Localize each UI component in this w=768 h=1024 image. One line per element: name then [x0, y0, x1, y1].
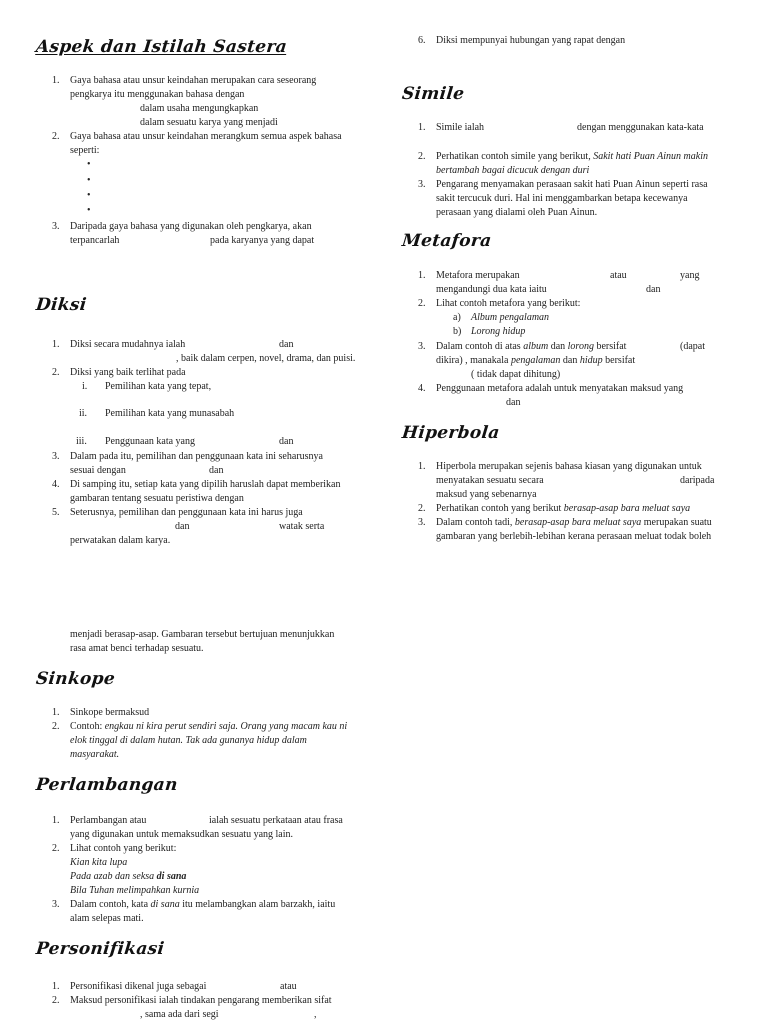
roman-number: iii.: [76, 436, 87, 447]
list-item-text: (dapat: [680, 341, 705, 352]
heading-perlambangan: Perlambangan: [34, 775, 179, 795]
example-text: masyarakat.: [70, 749, 120, 760]
bullet: •: [87, 205, 91, 216]
list-item-text: dan: [209, 465, 224, 476]
list-item-text: Di samping itu, setiap kata yang dipilih haruslah dapat memberikan: [70, 479, 341, 490]
heading-diksi: Diksi: [34, 295, 88, 315]
list-item-text: atau: [610, 270, 627, 281]
list-item-text: Daripada gaya bahasa yang digunakan oleh pengkarya, akan: [70, 221, 312, 232]
list-item-text: dalam sesuatu karya yang menjadi: [140, 117, 278, 128]
list-item-text: Dalam pada itu, pemilihan dan penggunaan kata ini seharusnya: [70, 451, 323, 462]
list-number: 5.: [52, 507, 60, 518]
list-item-text: Penggunaan kata yang: [105, 436, 195, 447]
example-text: Lorong hidup: [471, 326, 526, 337]
list-item-text: dan: [175, 521, 190, 532]
list-number: 2.: [418, 298, 426, 309]
list-item-text: Diksi mempunyai hubungan yang rapat dengan: [436, 35, 626, 46]
list-item-text: sakit tercucuk duri. Hal ini menggambarkan betapa kecewanya: [436, 193, 688, 204]
list-item-text: Dalam contoh di atas album dan lorong bersifat: [436, 341, 627, 352]
list-item-text: Sinkope bermaksud: [70, 707, 150, 718]
list-item-text: dan: [279, 436, 294, 447]
list-item-text: pengkarya itu menggunakan bahasa dengan: [70, 89, 245, 100]
list-number: 3.: [418, 517, 426, 528]
list-item-text: Dalam contoh tadi, berasap-asap bara meluat saya merupakan suatu: [436, 517, 712, 528]
list-item-text: Pemilihan kata yang munasabah: [105, 408, 235, 419]
bullet: •: [87, 175, 91, 186]
list-item-text: , baik dalam cerpen, novel, drama, dan puisi.: [176, 353, 356, 364]
list-number: 3.: [52, 221, 60, 232]
example-text: elok tinggal di dalam hutan. Tak ada gunanya hidup dalam: [70, 735, 307, 746]
list-item-text: atau: [280, 981, 297, 992]
bullet: •: [87, 190, 91, 201]
list-item-text: ,: [314, 1009, 317, 1020]
heading-sinkope: Sinkope: [34, 669, 117, 689]
list-item-text: mengandungi dua kata iaitu: [436, 284, 547, 295]
continued-text: rasa amat benci terhadap sesuatu.: [70, 643, 204, 654]
list-item-text: Contoh: engkau ni kira perut sendiri saja. Orang yang macam kau ni: [70, 721, 348, 732]
poem-line: Kian kita lupa: [70, 857, 128, 868]
list-number: 2.: [52, 721, 60, 732]
list-item-text: Gaya bahasa atau unsur keindahan merangkum semua aspek bahasa: [70, 131, 342, 142]
roman-number: ii.: [79, 408, 88, 419]
heading-simile: Simile: [400, 84, 466, 104]
list-number: 2.: [418, 503, 426, 514]
list-item-text: pada karyanya yang dapat: [210, 235, 315, 246]
list-item-text: gambaran yang berlebih-lebihan kerana perasaan meluat todak boleh: [436, 531, 712, 542]
heading-hiperbola: Hiperbola: [400, 423, 501, 443]
list-item-text: Pengarang menyamakan perasaan sakit hati Puan Ainun seperti rasa: [436, 179, 708, 190]
list-item-text: watak serta: [279, 521, 325, 532]
example-text: engkau ni kira perut sendiri saja. Orang yang macam kau ni: [104, 721, 348, 732]
bullet: •: [87, 159, 91, 170]
poem-line: Pada azab dan seksa di sana: [70, 871, 187, 882]
list-number: 3.: [418, 179, 426, 190]
list-number: 4.: [52, 479, 60, 490]
list-item-text: Personifikasi dikenal juga sebagai: [70, 981, 207, 992]
list-number: 1.: [418, 461, 426, 472]
list-number: 2.: [52, 843, 60, 854]
list-item-text: ialah sesuatu perkataan atau frasa: [209, 815, 343, 826]
list-item-text: Gaya bahasa atau unsur keindahan merupakan cara seseorang: [70, 75, 317, 86]
list-item-text: daripada: [680, 475, 715, 486]
list-item-text: Perlambangan atau: [70, 815, 147, 826]
list-item-text: terpancarlah: [70, 235, 120, 246]
list-number: 1.: [52, 707, 60, 718]
list-letter: b): [453, 326, 462, 337]
list-item-text: Diksi secara mudahnya ialah: [70, 339, 186, 350]
list-item-text: Penggunaan metafora adalah untuk menyatakan maksud yang: [436, 383, 684, 394]
list-number: 4.: [418, 383, 426, 394]
list-item-text: gambaran tentang sesuatu peristiwa dengan: [70, 493, 244, 504]
heading-aspek: Aspek dan Istilah Sastera: [34, 37, 288, 57]
list-item-text: perasaan yang dialami oleh Puan Ainun.: [436, 207, 598, 218]
list-item-text: Dalam contoh, kata di sana itu melambangkan alam barzakh, iaitu: [70, 899, 336, 910]
list-item-text: Hiperbola merupakan sejenis bahasa kiasan yang digunakan untuk: [436, 461, 702, 472]
roman-number: i.: [82, 381, 88, 392]
list-number: 2.: [52, 131, 60, 142]
list-item-text: menyatakan sesuatu secara: [436, 475, 544, 486]
list-item-text: sesuai dengan: [70, 465, 126, 476]
list-item-text: perwatakan dalam karya.: [70, 535, 171, 546]
heading-metafora: Metafora: [400, 231, 493, 251]
list-number: 1.: [52, 339, 60, 350]
list-number: 2.: [52, 367, 60, 378]
list-item-text: Perhatikan contoh simile yang berikut, Sakit hati Puan Ainun makin: [436, 151, 708, 162]
list-item-text: Seterusnya, pemilihan dan penggunaan kata ini harus juga: [70, 507, 303, 518]
list-number: 3.: [52, 451, 60, 462]
heading-personifikasi: Personifikasi: [34, 939, 166, 959]
list-number: 3.: [52, 899, 60, 910]
list-item-text: maksud yang sebenarnya: [436, 489, 537, 500]
list-item-text: alam selepas mati.: [70, 913, 144, 924]
list-item-text: Metafora merupakan: [436, 270, 520, 281]
list-item-text: dengan menggunakan kata-kata: [577, 122, 704, 133]
list-item-text: , sama ada dari segi: [140, 1009, 219, 1020]
list-number: 1.: [52, 981, 60, 992]
list-item-text: dan: [506, 397, 521, 408]
list-item-text: dan: [646, 284, 661, 295]
list-letter: a): [453, 312, 461, 323]
list-item-text: yang digunakan untuk memaksudkan sesuatu yang lain.: [70, 829, 294, 840]
list-number: 1.: [418, 122, 426, 133]
continued-text: menjadi berasap-asap. Gambaran tersebut bertujuan menunjukkan: [70, 629, 335, 640]
list-item-text: ( tidak dapat dihitung): [471, 369, 561, 380]
poem-line: Bila Tuhan melimpahkan kurnia: [70, 885, 200, 896]
list-item-text: seperti:: [70, 145, 100, 156]
list-item-text: dikira) , manakala pengalaman dan hidup bersifat: [436, 355, 636, 366]
list-item-text: dan: [279, 339, 294, 350]
list-item-text: Diksi yang baik terlihat pada: [70, 367, 186, 378]
example-text: bertambah bagai dicucuk dengan duri: [436, 165, 590, 176]
list-number: 1.: [52, 815, 60, 826]
list-item-text: dalam usaha mengungkapkan: [140, 103, 259, 114]
list-number: 1.: [418, 270, 426, 281]
list-item-text: Lihat contoh yang berikut:: [70, 843, 177, 854]
list-item-text: Lihat contoh metafora yang berikut:: [436, 298, 581, 309]
list-number: 2.: [418, 151, 426, 162]
list-item-text: yang: [680, 270, 700, 281]
list-item-text: Pemilihan kata yang tepat,: [105, 381, 212, 392]
list-item-text: Simile ialah: [436, 122, 485, 133]
list-number: 1.: [52, 75, 60, 86]
list-item-text: Maksud personifikasi ialah tindakan pengarang memberikan sifat: [70, 995, 332, 1006]
list-number: 6.: [418, 35, 426, 46]
list-number: 2.: [52, 995, 60, 1006]
list-number: 3.: [418, 341, 426, 352]
example-text: Album pengalaman: [471, 312, 550, 323]
list-item-text: Perhatikan contoh yang berikut berasap-asap bara meluat saya: [436, 503, 691, 514]
